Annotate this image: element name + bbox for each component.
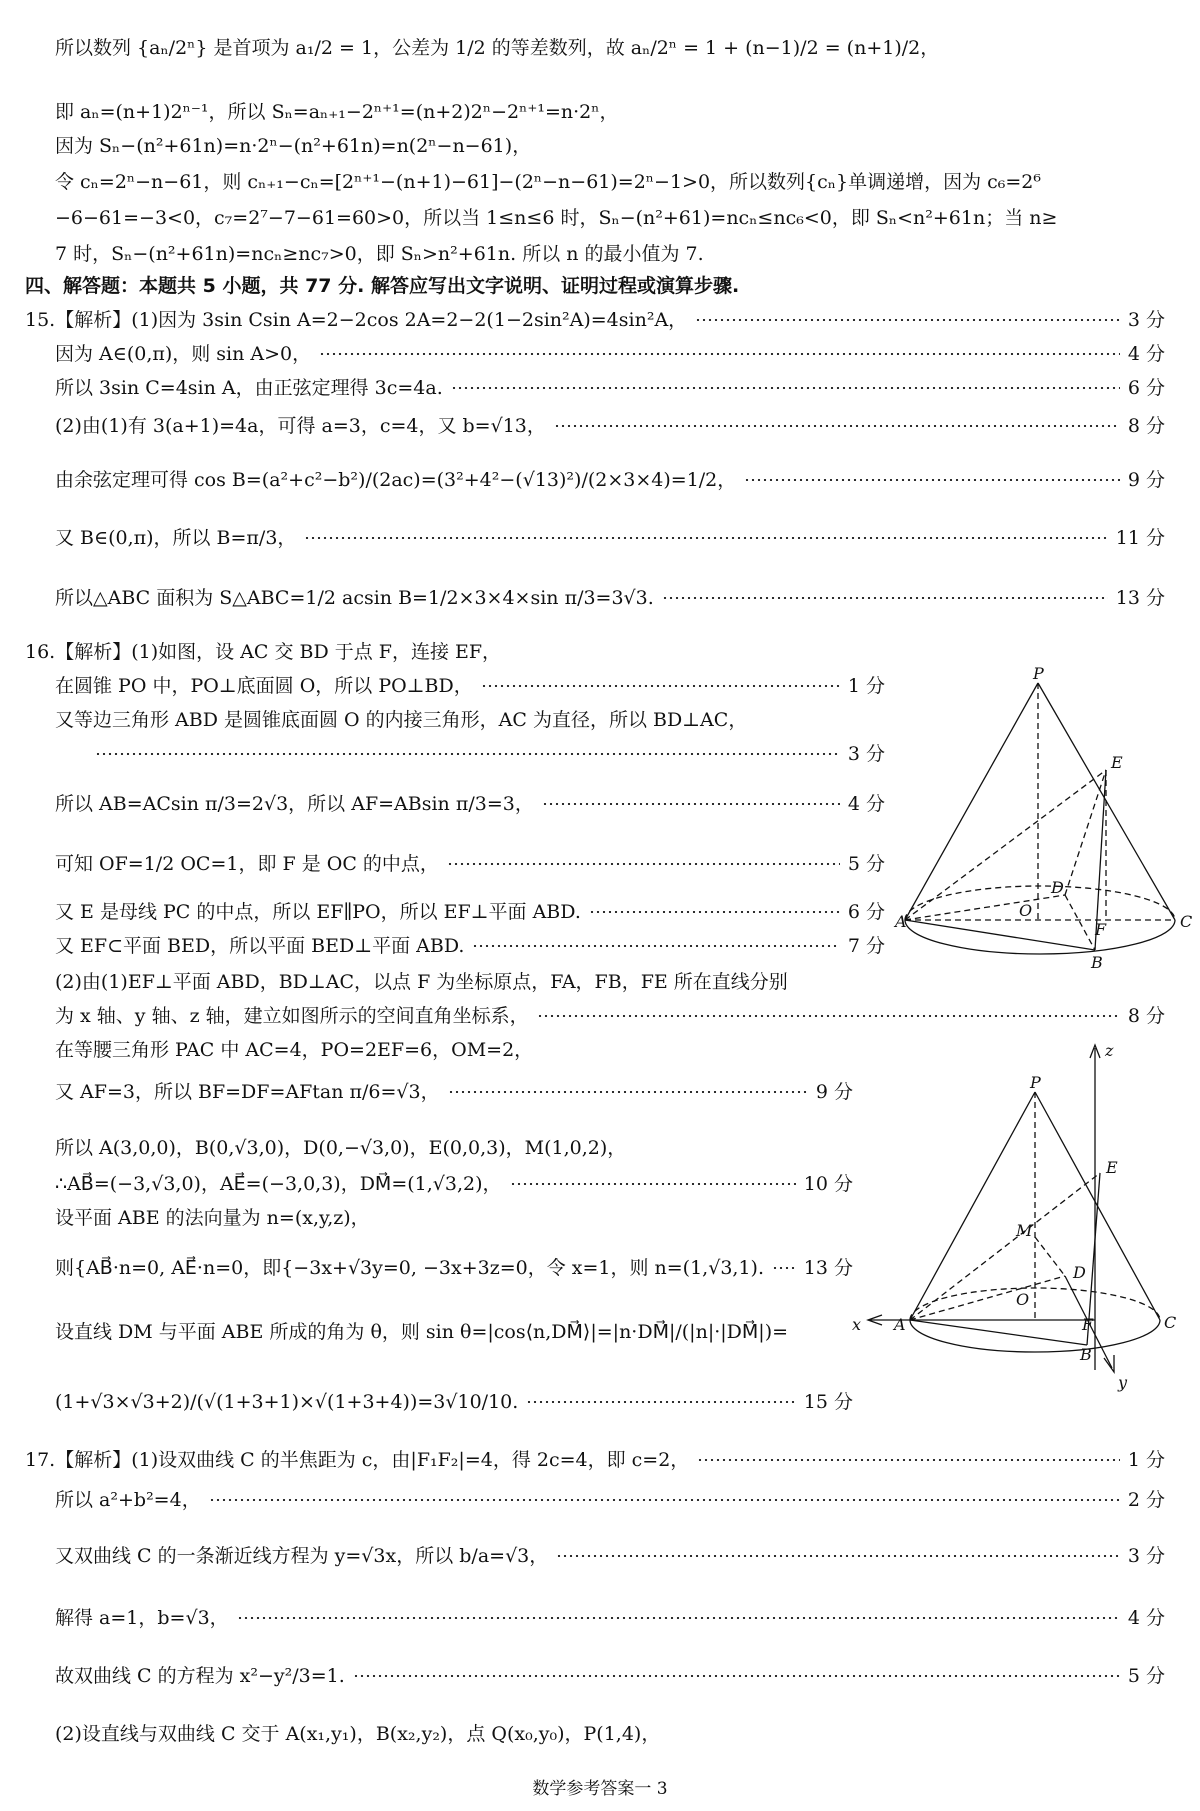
segment-ae <box>905 770 1106 920</box>
label-p: P <box>1033 664 1044 683</box>
score: 5 分 <box>847 853 885 875</box>
line-text: ∴AB⃗=(−3,√3,0)，AE⃗=(−3,0,3)，DM⃗=(1,√3,2)， <box>55 1173 502 1195</box>
line-text: (1+√3×√3+2)/(√(1+3+1)×√(1+3+4))=3√10/10. <box>55 1391 519 1413</box>
leader-dots <box>697 1459 1120 1461</box>
base-front-arc <box>905 920 1175 954</box>
score: 1 分 <box>1127 1449 1165 1471</box>
line-text: 所以△ABC 面积为 S△ABC=1/2 acsin B=1/2×3×4×sin π/3=3√3. <box>55 587 654 609</box>
line-text: 则{AB⃗·n=0, AE⃗·n=0，即{−3x+√3y=0, −3x+3z=0，令 x=1，则 n=(1,√3,1). <box>55 1257 764 1279</box>
text-line: 所以 A(3,0,0)，B(0,√3,0)，D(0,−√3,0)，E(0,0,3)，M(1,0,2)， <box>55 1137 627 1159</box>
label-o: O <box>1016 1290 1030 1309</box>
label-x: x <box>852 1315 862 1334</box>
label-e: E <box>1106 1158 1118 1177</box>
label-f: F <box>1082 1315 1094 1334</box>
cone-axes-figure <box>850 1040 1180 1410</box>
line-text: 解得 a=1，b=√3， <box>55 1607 229 1629</box>
leader-dots <box>772 1267 796 1269</box>
line-text: 因为 A∈(0,π)，则 sin A>0， <box>55 343 312 365</box>
leader-dots <box>304 537 1107 539</box>
score: 3 分 <box>1127 1545 1165 1567</box>
line-text: 又 AF=3，所以 BF=DF=AFtan π/6=√3， <box>55 1081 440 1103</box>
leader-dots <box>537 1015 1120 1017</box>
text-line: 所以数列 {aₙ/2ⁿ} 是首项为 a₁/2 = 1，公差为 1/2 的等差数列，故 aₙ/2ⁿ = 1 + (n−1)/2 = (n+1)/2， <box>55 37 940 59</box>
solution-line <box>25 1446 1165 1474</box>
solution-line <box>55 412 1165 440</box>
leader-dots <box>526 1401 795 1403</box>
leader-dots <box>695 319 1120 321</box>
generatrix-pa <box>905 683 1038 920</box>
solution-line <box>55 672 885 700</box>
text-line: 又等边三角形 ABD 是圆锥底面圆 O 的内接三角形，AC 为直径，所以 BD⊥AC， <box>55 709 748 731</box>
line-text: 又双曲线 C 的一条渐近线方程为 y=√3x，所以 b/a=√3， <box>55 1545 549 1567</box>
text-line: 因为 Sₙ−(n²+61n)=n·2ⁿ−(n²+61n)=n(2ⁿ−n−61)， <box>55 135 532 157</box>
line-text: 又 B∈(0,π)，所以 B=π/3， <box>55 527 297 549</box>
segment-ab <box>905 920 1095 950</box>
text-line: 设直线 DM 与平面 ABE 所成的角为 θ，则 sin θ=|cos⟨n,DM⃗⟩|=|n·DM⃗|/(|n|·|DM⃗|)= <box>55 1321 789 1343</box>
score: 4 分 <box>1127 1607 1165 1629</box>
leader-dots <box>542 803 840 805</box>
score: 10 分 <box>803 1173 853 1195</box>
leader-dots <box>353 1675 1120 1677</box>
label-o: O <box>1019 901 1033 920</box>
label-c: C <box>1164 1313 1177 1332</box>
base-back-arc <box>905 886 1175 920</box>
line-text: 所以 3sin C=4sin A，由正弦定理得 3c=4a. <box>55 377 443 399</box>
score: 13 分 <box>1115 587 1165 609</box>
text-line: 即 aₙ=(n+1)2ⁿ⁻¹，所以 Sₙ=aₙ₊₁−2ⁿ⁺¹=(n+2)2ⁿ−2ⁿ⁺¹=n·2ⁿ， <box>55 101 619 123</box>
solution-line <box>55 790 885 818</box>
text-line: (2)设直线与双曲线 C 交于 A(x₁,y₁)，B(x₂,y₂)，点 Q(x₀,y₀)，P(1,4)， <box>55 1723 661 1745</box>
solution-line <box>55 740 885 768</box>
score: 1 分 <box>847 675 885 697</box>
label-b: B <box>1080 1345 1092 1364</box>
leader-dots <box>472 945 839 947</box>
leader-dots <box>554 425 1120 427</box>
solution-line <box>55 1002 1165 1030</box>
line-text: 可知 OF=1/2 OC=1，即 F 是 OC 的中点， <box>55 853 439 875</box>
generatrix-pa <box>910 1092 1035 1320</box>
label-z: z <box>1105 1041 1114 1060</box>
line-text: 所以 AB=ACsin π/3=2√3，所以 AF=ABsin π/3=3， <box>55 793 534 815</box>
solution-line <box>55 1542 1165 1570</box>
leader-dots <box>95 753 840 755</box>
score: 5 分 <box>1127 1665 1165 1687</box>
leader-dots <box>589 911 840 913</box>
score: 11 分 <box>1115 527 1165 549</box>
line-text: 15.【解析】(1)因为 3sin Csin A=2−2cos 2A=2−2(1−2sin²A)=4sin²A， <box>25 309 688 331</box>
solution-line <box>55 340 1165 368</box>
score: 15 分 <box>803 1391 853 1413</box>
leader-dots <box>451 387 1120 389</box>
solution-line <box>55 466 1165 494</box>
leader-dots <box>662 597 1108 599</box>
solution-line <box>55 1254 853 1282</box>
solution-line <box>55 1078 853 1106</box>
leader-dots <box>447 863 840 865</box>
label-b: B <box>1091 953 1103 972</box>
line-text: (2)由(1)有 3(a+1)=4a，可得 a=3，c=4，又 b=√13， <box>55 415 546 437</box>
label-d: D <box>1051 878 1064 897</box>
text-line: 令 cₙ=2ⁿ−n−61，则 cₙ₊₁−cₙ=[2ⁿ⁺¹−(n+1)−61]−(2ⁿ−n−61)=2ⁿ−1>0，所以数列{cₙ}单调递增，因为 c₆=2⁶ <box>55 171 1042 193</box>
label-c: C <box>1180 912 1193 931</box>
score: 3 分 <box>1127 309 1165 331</box>
text-line: 在等腰三角形 PAC 中 AC=4，PO=2EF=6，OM=2， <box>55 1039 534 1061</box>
solution-line <box>55 1662 1165 1690</box>
solution-line <box>55 850 885 878</box>
leader-dots <box>237 1617 1120 1619</box>
label-a: A <box>894 1315 906 1334</box>
solution-line <box>25 306 1165 334</box>
line-text: 17.【解析】(1)设双曲线 C 的半焦距为 c，由|F₁F₂|=4，得 2c=4，即 c=2， <box>25 1449 690 1471</box>
score: 8 分 <box>1127 415 1165 437</box>
solution-line <box>55 1486 1165 1514</box>
score: 4 分 <box>1127 343 1165 365</box>
score: 9 分 <box>815 1081 853 1103</box>
solution-line <box>55 524 1165 552</box>
line-text: 又 EF⊂平面 BED，所以平面 BED⊥平面 ABD. <box>55 935 465 957</box>
segment-db <box>1065 895 1095 950</box>
leader-dots <box>481 685 840 687</box>
score: 3 分 <box>847 743 885 765</box>
leader-dots <box>448 1091 808 1093</box>
label-e: E <box>1111 753 1123 772</box>
score: 13 分 <box>803 1257 853 1279</box>
score: 2 分 <box>1127 1489 1165 1511</box>
text-line: 16.【解析】(1)如图，设 AC 交 BD 于点 F，连接 EF， <box>25 641 502 663</box>
solution-line <box>55 374 1165 402</box>
line-text: 在圆锥 PO 中，PO⊥底面圆 O，所以 PO⊥BD， <box>55 675 473 697</box>
line-text: 为 x 轴、y 轴、z 轴，建立如图所示的空间直角坐标系， <box>55 1005 529 1027</box>
solution-line <box>55 1170 853 1198</box>
solution-line <box>55 1604 1165 1632</box>
segment-ad <box>910 1276 1065 1320</box>
cone-figure <box>895 664 1193 985</box>
solution-line <box>55 1388 853 1416</box>
line-text: 故双曲线 C 的方程为 x²−y²/3=1. <box>55 1665 345 1687</box>
segment-ae <box>910 1173 1100 1320</box>
segment-md <box>1035 1237 1065 1276</box>
leader-dots <box>510 1183 796 1185</box>
line-text: 所以 a²+b²=4， <box>55 1489 201 1511</box>
text-line: −6−61=−3<0，c₇=2⁷−7−61=60>0，所以当 1≤n≤6 时，Sₙ−(n²+61)=ncₙ≤nc₆<0，即 Sₙ<n²+61n；当 n≥ <box>55 207 1058 229</box>
leader-dots <box>744 479 1120 481</box>
solution-line <box>55 898 885 926</box>
score: 7 分 <box>847 935 885 957</box>
label-a: A <box>895 912 907 931</box>
segment-ad <box>905 895 1065 920</box>
label-d: D <box>1073 1263 1086 1282</box>
label-m: M <box>1016 1221 1033 1240</box>
label-p: P <box>1030 1073 1041 1092</box>
segment-ab <box>910 1320 1087 1345</box>
line-text: 由余弦定理可得 cos B=(a²+c²−b²)/(2ac)=(3²+4²−(√13)²)/(2×3×4)=1/2， <box>55 469 737 491</box>
score: 6 分 <box>1127 377 1165 399</box>
solution-line <box>55 584 1165 612</box>
score: 9 分 <box>1127 469 1165 491</box>
leader-dots <box>209 1499 1120 1501</box>
leader-dots <box>319 353 1120 355</box>
score: 6 分 <box>847 901 885 923</box>
score: 8 分 <box>1127 1005 1165 1027</box>
leader-dots <box>556 1555 1120 1557</box>
text-line: 7 时，Sₙ−(n²+61n)=ncₙ≥nc₇>0，即 Sₙ>n²+61n. 所以 n 的最小值为 7. <box>55 243 704 265</box>
label-y: y <box>1118 1373 1128 1392</box>
text-line: 设平面 ABE 的法向量为 n=(x,y,z)， <box>55 1207 370 1229</box>
line-text: 又 E 是母线 PC 的中点，所以 EF∥PO，所以 EF⊥平面 ABD. <box>55 901 581 923</box>
label-f: F <box>1095 920 1107 939</box>
solution-line <box>55 932 885 960</box>
score: 4 分 <box>847 793 885 815</box>
section-heading: 四、解答题：本题共 5 小题，共 77 分. 解答应写出文字说明、证明过程或演算步骤. <box>25 275 740 297</box>
page-footer: 数学参考答案一 3 <box>532 1779 668 1799</box>
text-line: (2)由(1)EF⊥平面 ABD，BD⊥AC，以点 F 为坐标原点，FA，FB，FE 所在直线分别 <box>55 971 788 993</box>
